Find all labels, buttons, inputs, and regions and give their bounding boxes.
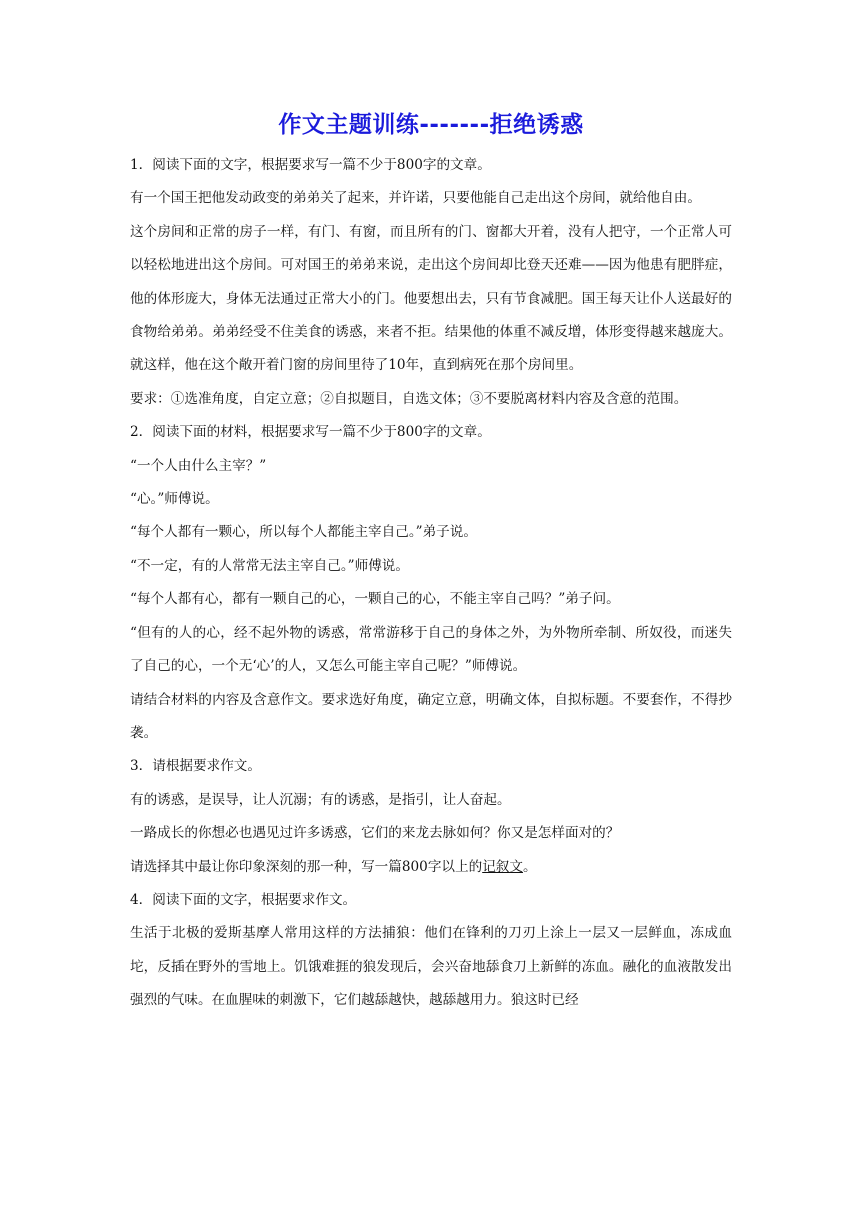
paragraph-task3-requirements [130,851,732,884]
task3-requirements-text: 请选择其中最让你印象深刻的那一种，写一篇800字以上的 [130,858,483,875]
paragraph-dialogue-1: “一个人由什么主宰？” [130,457,267,474]
paragraph-task2-requirements: 请结合材料的内容及含意作文。要求选好角度，确定立意，明确文体，自拟标题。不要套作，不得抄袭。 [130,691,732,741]
paragraph-task4-material: 生活于北极的爱斯基摩人常用这样的方法捕狼：他们在锋利的刀刃上涂上一层又一层鲜血，冻成血坨，反插在野外的雪地上。饥饿难捱的狼发现后，会兴奋地舔食刀上新鲜的冻血。融化的血液散发出强烈的气味。在血腥味的刺激下，它们越舔越快，越舔越用力。狼这时已经 [130,925,732,1009]
paragraph-dialogue-2: “心。”师傅说。 [130,491,219,508]
paragraph-task1-requirements: 要求：①选准角度，自定立意；②自拟题目，自选文体；③不要脱离材料内容及含意的范围。 [130,390,688,407]
paragraph-dialogue-4: “不一定，有的人常常无法主宰自己。”师傅说。 [130,557,409,574]
document-title: 作文主题训练-------拒绝诱惑 [278,112,584,138]
paragraph-dialogue-6: “但有的人的心，经不起外物的诱惑，常常游移于自己的身体之外，为外物所牵制、所奴役，而迷失了自己的心，一个无‘心’的人，又怎么可能主宰自己呢？”师傅说。 [130,624,732,675]
paragraph-task3-material-1: 有的诱惑，是误导，让人沉溺；有的诱惑，是指引，让人奋起。 [130,791,511,808]
paragraph-dialogue-5: “每个人都有心，都有一颗自己的心，一颗自己的心，不能主宰自己吗？”弟子问。 [130,591,620,608]
task3-requirements-end: 。 [522,858,537,875]
paragraph-task1-story-body: 这个房间和正常的房子一样，有门、有窗，而且所有的门、窗都大开着，没有人把守，一个正常人可以轻松地进出这个房间。可对国王的弟弟来说，走出这个房间却比登天还难——因为他患有肥胖症，他的体形庞大，身体无法通过正常大小的门。他要想出去，只有节食减肥。国王每天让仆人送最好的食物给弟弟。弟弟经受不住美食的诱惑，来者不拒。结果他的体重不减反增，体形变得越来越庞大。就这样，他在这个敞开着门窗的房间里待了10年，直到病死在那个房间里。 [130,223,732,374]
paragraph-task3-material-2: 一路成长的你想必也遇见过许多诱惑，它们的来龙去脉如何？你又是怎样面对的？ [130,825,620,842]
paragraph-task1-story-intro: 有一个国王把他发动政变的弟弟关了起来，并许诺，只要他能自己走出这个房间，就给他自由。 [130,190,701,207]
paragraph-task3-header: 3．请根据要求作文。 [130,758,261,775]
document-page [130,108,732,1018]
paragraph-task4-header: 4．阅读下面的文字，根据要求作文。 [130,891,357,908]
paragraph-task1-header: 1．阅读下面的文字，根据要求写一篇不少于800字的文章。 [130,157,491,173]
paragraph-dialogue-3: “每个人都有一颗心，所以每个人都能主宰自己。”弟子说。 [130,524,477,541]
paragraph-task2-header: 2．阅读下面的材料，根据要求写一篇不少于800字的文章。 [130,424,491,441]
genre-underlined: 记叙文 [482,858,523,875]
